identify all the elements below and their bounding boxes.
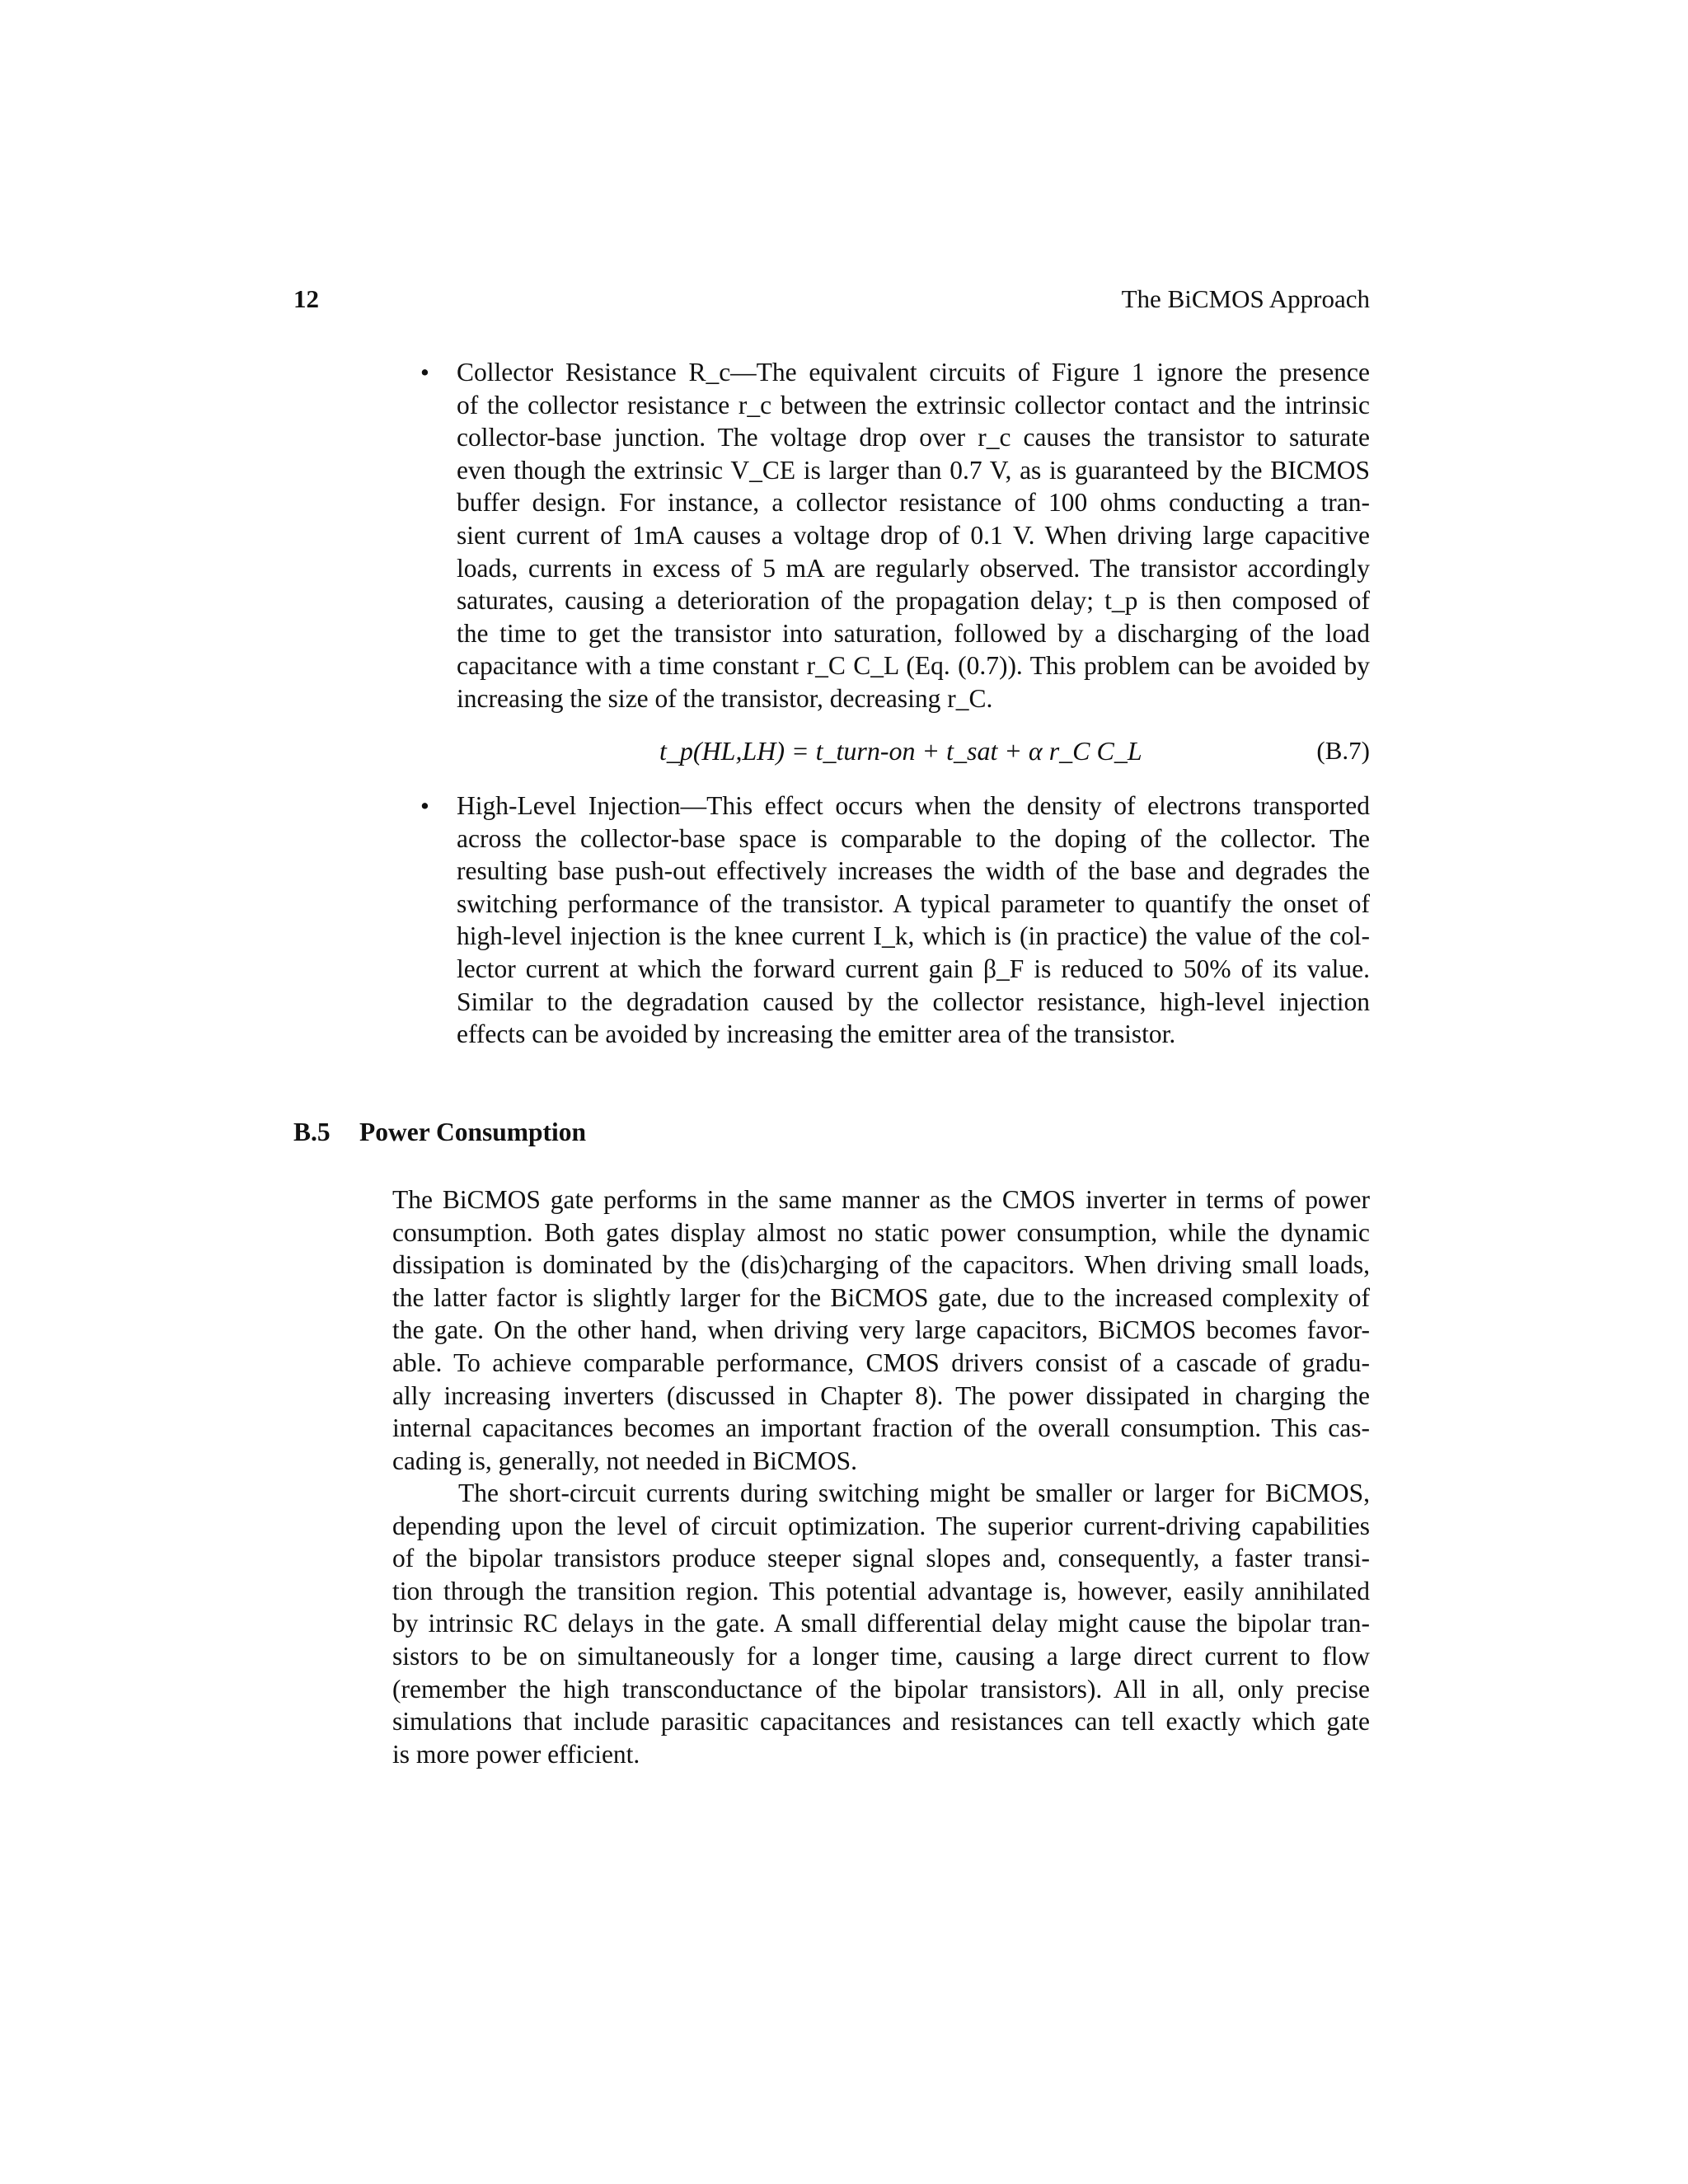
text-line: Similar to the degradation caused by the collector resistance, high-level injection <box>457 987 1370 1016</box>
text-line: high-level injection is the knee current I_k, which is (in practice) the value of the col- <box>457 921 1370 951</box>
text-line: loads, currents in excess of 5 mA are regularly observed. The transistor accordingly <box>457 553 1370 583</box>
paragraph-1 <box>392 1183 1370 1477</box>
text-line: across the collector-base space is comparable to the doping of the collector. The <box>457 823 1370 853</box>
text-line: increasing the size of the transistor, decreasing r_C. <box>457 683 993 713</box>
text-line: even though the extrinsic V_CE is larger than 0.7 V, as is guaranteed by the BICMOS <box>457 455 1370 485</box>
section-number: B.5 <box>293 1118 331 1146</box>
text-line: lector current at which the forward current gain β_F is reduced to 50% of its value. <box>457 954 1370 983</box>
paragraph-2 <box>392 1477 1370 1770</box>
text-line: simulations that include parasitic capacitances and resistances can tell exactly which gate <box>392 1707 1370 1736</box>
bullet-list-2 <box>420 790 1370 1051</box>
text-line: resulting base push-out effectively increases the width of the base and degrades the <box>457 856 1370 886</box>
text-line: sistors to be on simultaneously for a longer time, causing a large direct current to flow <box>392 1641 1370 1671</box>
bullet-icon: • <box>420 791 429 820</box>
text-line: consumption. Both gates display almost no static power consumption, while the dynamic <box>392 1217 1370 1247</box>
text-line: capacitance with a time constant r_C C_L (Eq. (0.7)). This problem can be avoided by <box>457 651 1370 681</box>
text-line: switching performance of the transistor. A typical parameter to quantify the onset of <box>457 888 1370 918</box>
text-line: the latter factor is slightly larger for the BiCMOS gate, due to the increased complexity of <box>392 1282 1370 1312</box>
text-line: the time to get the transistor into saturation, followed by a discharging of the load <box>457 618 1370 648</box>
section-title: Power Consumption <box>359 1118 587 1146</box>
text-line: High-Level Injection—This effect occurs when the density of electrons transported <box>457 791 1370 820</box>
text-line: depending upon the level of circuit optimization. The superior current-driving capabilities <box>392 1511 1370 1540</box>
text-line: able. To achieve comparable performance, CMOS drivers consist of a cascade of gradu- <box>392 1347 1370 1377</box>
bullet-list <box>420 356 1370 715</box>
text-line: of the bipolar transistors produce steeper signal slopes and, consequently, a faster transi- <box>392 1544 1370 1573</box>
text-line: dissipation is dominated by the (dis)charging of the capacitors. When driving small loads, <box>392 1250 1370 1280</box>
text-line: sient current of 1mA causes a voltage drop of 0.1 V. When driving large capacitive <box>457 520 1370 550</box>
text-line: tion through the transition region. This potential advantage is, however, easily annihilated <box>392 1576 1370 1605</box>
text-line: is more power efficient. <box>392 1739 640 1769</box>
text-line: cading is, generally, not needed in BiCMOS. <box>392 1446 857 1475</box>
equation-number: (B.7) <box>1316 736 1370 765</box>
text-line: ally increasing inverters (discussed in Chapter 8). The power dissipated in charging the <box>392 1380 1370 1410</box>
text-line: The BiCMOS gate performs in the same manner as the CMOS inverter in terms of power <box>392 1185 1370 1214</box>
page-header <box>293 284 1370 321</box>
text-line: Collector Resistance R_c—The equivalent circuits of Figure 1 ignore the presence <box>457 358 1370 387</box>
bullet-icon: • <box>420 358 429 387</box>
text-line: by intrinsic RC delays in the gate. A small differential delay might cause the bipolar tran- <box>392 1609 1370 1638</box>
equation-expression: t_p(HL,LH) = t_turn-on + t_sat + α r_C C_L <box>659 736 1142 766</box>
text-line: saturates, causing a deterioration of the propagation delay; t_p is then composed of <box>457 586 1370 616</box>
text-line: The short-circuit currents during switching might be smaller or larger for BiCMOS, <box>458 1479 1370 1507</box>
page-number: 12 <box>293 284 319 313</box>
text-line: (remember the high transconductance of the bipolar transistors). All in all, only precise <box>392 1674 1370 1704</box>
text-line: buffer design. For instance, a collector resistance of 100 ohms conducting a tran- <box>457 488 1370 518</box>
bullet-collector-resistance <box>420 356 1370 715</box>
text-line: the gate. On the other hand, when driving very large capacitors, BiCMOS becomes favor- <box>392 1315 1370 1345</box>
text-line: of the collector resistance r_c between the extrinsic collector contact and the intrinsic <box>457 390 1370 419</box>
section-heading <box>293 1118 586 1147</box>
bullet-high-level-injection <box>420 790 1370 1051</box>
text-line: internal capacitances becomes an important fraction of the overall consumption. This cas- <box>392 1413 1370 1443</box>
text-line: effects can be avoided by increasing the emitter area of the transistor. <box>457 1019 1176 1049</box>
text-line: collector-base junction. The voltage drop over r_c causes the transistor to saturate <box>457 423 1370 452</box>
running-title: The BiCMOS Approach <box>1121 284 1370 313</box>
equation-b7 <box>0 736 1370 772</box>
